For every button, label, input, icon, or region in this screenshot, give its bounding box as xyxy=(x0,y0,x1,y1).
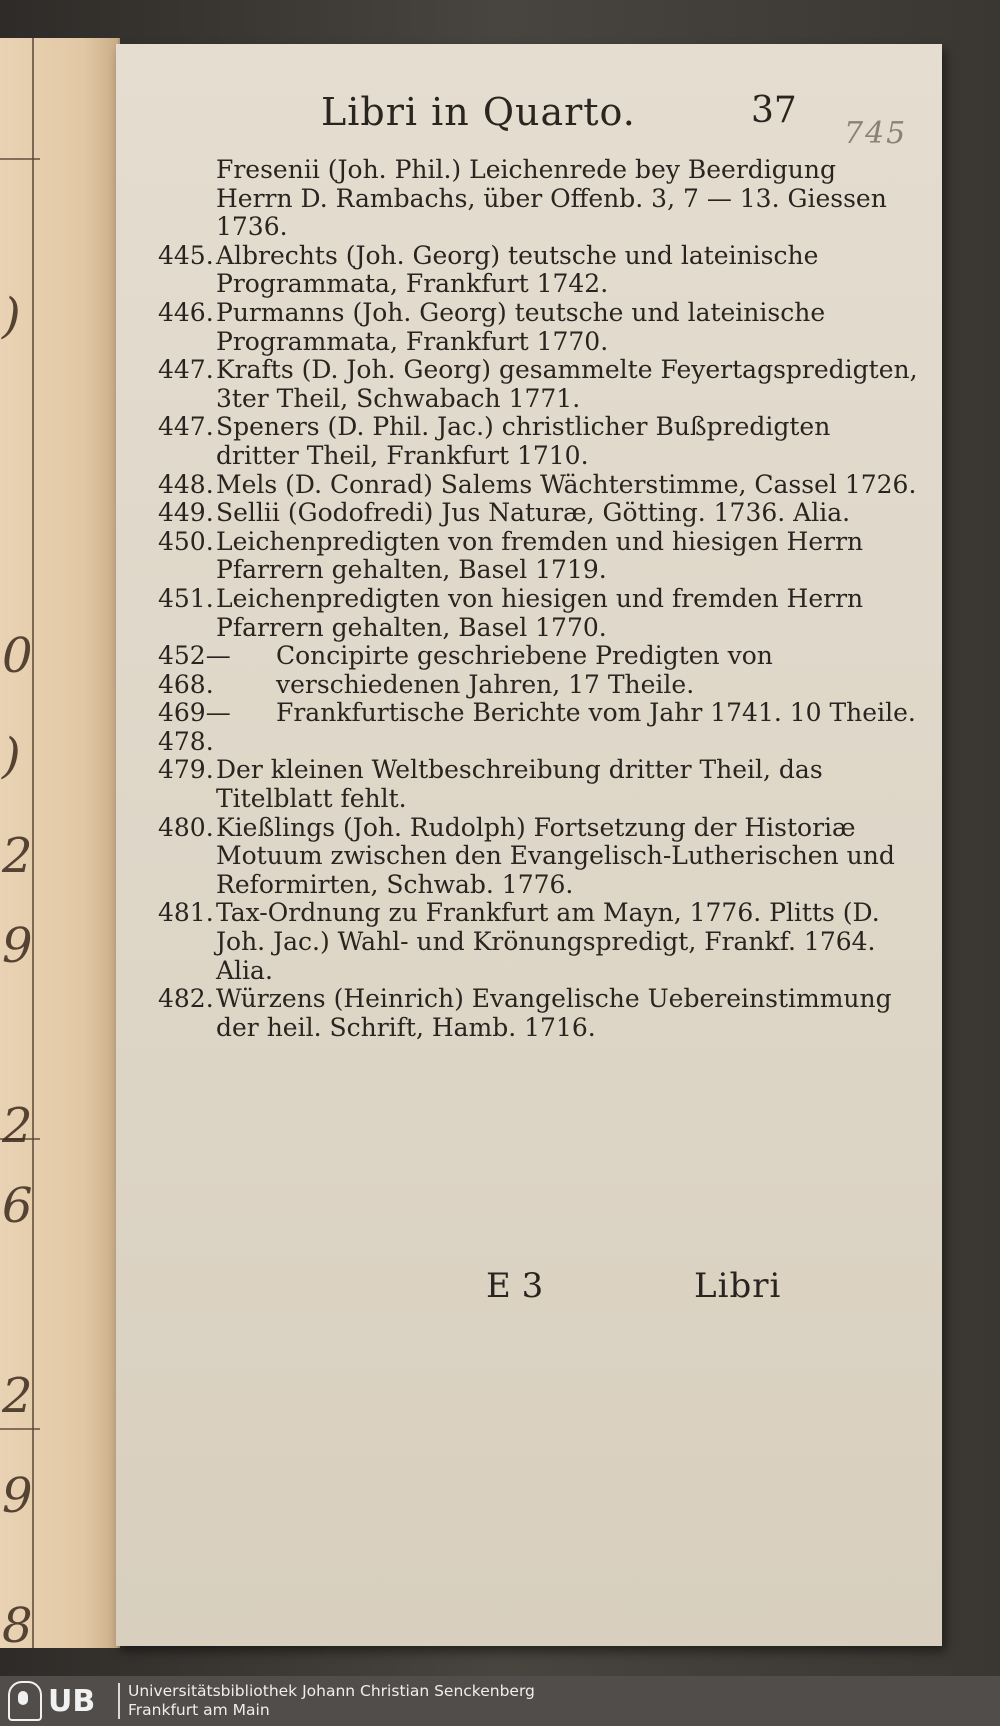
book-page-content xyxy=(116,44,942,1646)
entry-text: Kießlings (Joh. Rudolph) Fortsetzung der Historiæ Motuum zwischen den Evangelisch-Lutherischen und Reformirten, Schwab. 1776. xyxy=(216,812,895,899)
entry-text: Mels (D. Conrad) Salems Wächterstimme, Cassel 1726. xyxy=(216,469,917,499)
catalog-entry xyxy=(158,699,918,756)
entry-number: 445. xyxy=(158,240,214,270)
library-emblem-icon xyxy=(8,1681,42,1721)
catalog-entry xyxy=(158,528,918,585)
catalog-entry xyxy=(158,499,918,528)
catalog-entry xyxy=(158,156,918,242)
entry-number: 450. xyxy=(158,526,214,556)
entry-text: Frankfurtische Berichte vom Jahr 1741. 10 Theile. xyxy=(276,698,916,728)
signature-mark: E 3 xyxy=(486,1266,544,1306)
entry-text: Concipirte geschriebene Predigten von verschiedenen Jahren, 17 Theile. xyxy=(276,641,773,699)
library-name-line2: Frankfurt am Main xyxy=(128,1701,270,1719)
catalog-entry xyxy=(158,585,918,642)
library-name xyxy=(128,1682,535,1720)
entry-text: Purmanns (Joh. Georg) teutsche und lateinische Programmata, Frankfurt 1770. xyxy=(216,297,826,356)
entry-number: 481. xyxy=(158,898,214,928)
left-page-edge xyxy=(0,38,120,1654)
entry-text: Würzens (Heinrich) Evangelische Uebereinstimmung der heil. Schrift, Hamb. 1716. xyxy=(216,984,892,1042)
left-page-handwriting: 0 xyxy=(2,628,33,684)
entry-number: 448. xyxy=(158,469,214,499)
catalog-entry xyxy=(158,242,918,299)
entry-number: 452—468. xyxy=(158,641,231,699)
entry-number: 447. xyxy=(158,412,214,442)
entry-text: Albrechts (Joh. Georg) teutsche und lateinische Programmata, Frankfurt 1742. xyxy=(216,240,819,299)
page-number: 37 xyxy=(751,90,797,131)
left-page-handwriting: 2 xyxy=(2,1368,33,1424)
entry-text: Speners (D. Phil. Jac.) christlicher Bußpredigten dritter Theil, Frankfurt 1710. xyxy=(216,412,831,470)
left-page-handwriting: ) xyxy=(2,288,21,344)
entry-number: 480. xyxy=(158,812,214,842)
entry-text: Leichenpredigten von fremden und hiesigen Herrn Pfarrern gehalten, Basel 1719. xyxy=(216,526,864,585)
entry-text: Der kleinen Weltbeschreibung dritter Theil, das Titelblatt fehlt. xyxy=(216,755,823,814)
library-footer-bar xyxy=(0,1676,1000,1726)
entry-number: 446. xyxy=(158,297,214,327)
catalog-entry xyxy=(158,299,918,356)
left-page-handwriting: 2 xyxy=(2,1098,33,1154)
entry-number: 449. xyxy=(158,498,214,528)
library-logo[interactable] xyxy=(8,1681,114,1721)
entry-text: Krafts (D. Joh. Georg) gesammelte Feyertagspredigten, 3ter Theil, Schwabach 1771. xyxy=(216,355,918,413)
left-page-tick xyxy=(0,1428,40,1430)
entry-text: Leichenpredigten von hiesigen und fremden Herrn Pfarrern gehalten, Basel 1770. xyxy=(216,583,864,642)
book-page xyxy=(116,44,942,1646)
catalog-entry xyxy=(158,413,918,470)
catalog-entry xyxy=(158,356,918,413)
left-page-handwriting: 8 xyxy=(2,1598,33,1654)
entry-text: Fresenii (Joh. Phil.) Leichenrede bey Beerdigung Herrn D. Rambachs, über Offenb. 3, 7 — 13. Giessen 1736. xyxy=(216,155,887,242)
logo-divider xyxy=(118,1683,120,1719)
left-page-handwriting: 2 xyxy=(2,828,33,884)
left-page-handwriting: ) xyxy=(2,728,21,784)
running-title: Libri in Quarto. xyxy=(321,90,636,134)
entry-number: 479. xyxy=(158,755,214,785)
catalog-entry xyxy=(158,471,918,500)
entry-number: 482. xyxy=(158,984,214,1014)
running-head xyxy=(116,90,942,150)
entry-number: 447. xyxy=(158,355,214,385)
pencil-annotation: 745 xyxy=(844,116,908,151)
entry-number: 451. xyxy=(158,583,214,613)
left-page-handwriting: 9 xyxy=(2,1468,33,1524)
catalog-entry xyxy=(158,985,918,1042)
left-page-handwriting: 6 xyxy=(2,1178,33,1234)
catalog-entry xyxy=(158,642,918,699)
left-page-tick xyxy=(0,158,40,160)
catalog-entry xyxy=(158,756,918,813)
library-logo-text: UB xyxy=(48,1683,96,1719)
left-page-handwriting: 9 xyxy=(2,918,33,974)
entry-text: Sellii (Godofredi) Jus Naturæ, Götting. 1736. Alia. xyxy=(216,498,851,528)
library-name-line1: Universitätsbibliothek Johann Christian Senckenberg xyxy=(128,1682,535,1700)
catchword: Libri xyxy=(694,1266,782,1306)
catalog-entry xyxy=(158,899,918,985)
entry-text: Tax-Ordnung zu Frankfurt am Mayn, 1776. Plitts (D. Joh. Jac.) Wahl- und Krönungspredigt, Frankf. 1764. Alia. xyxy=(216,898,880,985)
entry-number xyxy=(158,156,216,242)
catalog-entry xyxy=(158,814,918,900)
entry-number: 469—478. xyxy=(158,698,231,756)
catalog-entries xyxy=(158,156,918,1042)
